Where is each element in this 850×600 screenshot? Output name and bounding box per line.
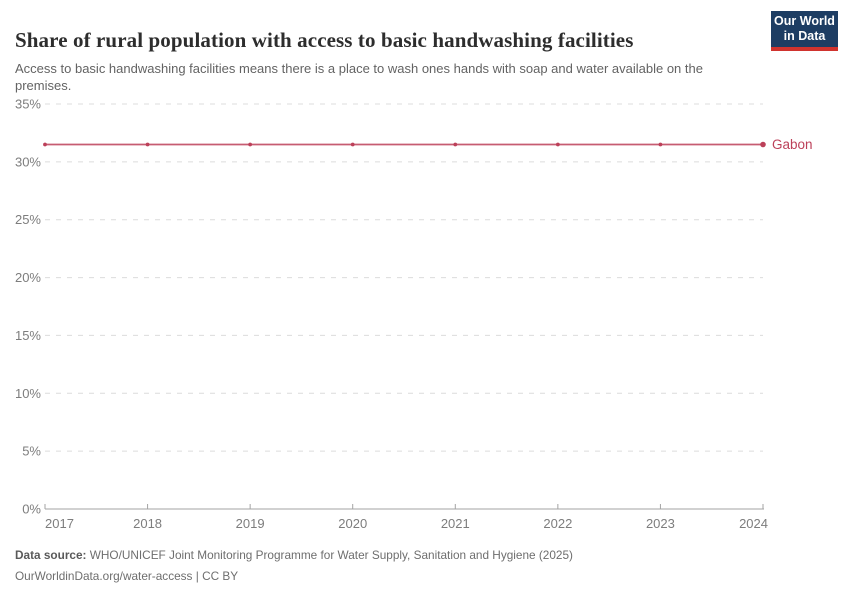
data-point-marker bbox=[43, 143, 47, 147]
y-tick-label: 10% bbox=[14, 385, 41, 401]
y-tick-label: 30% bbox=[14, 154, 41, 170]
y-tick-label: 0% bbox=[22, 501, 41, 517]
chart-title: Share of rural population with access to basic handwashing facilities bbox=[15, 28, 634, 53]
data-point-marker bbox=[146, 143, 150, 147]
data-source-label: Data source: bbox=[15, 548, 87, 562]
data-source-text: WHO/UNICEF Joint Monitoring Programme for Water Supply, Sanitation and Hygiene (2025) bbox=[86, 548, 573, 562]
owid-logo-line2: in Data bbox=[783, 29, 826, 43]
owid-logo-line1: Our World bbox=[774, 14, 835, 28]
y-tick-label: 20% bbox=[14, 270, 41, 286]
y-tick-label: 15% bbox=[14, 327, 41, 343]
x-tick-label: 2019 bbox=[235, 516, 265, 531]
series-label-gabon: Gabon bbox=[772, 137, 813, 152]
line-end-dot bbox=[760, 142, 766, 148]
y-tick-label: 25% bbox=[14, 212, 41, 228]
x-tick-label: 2017 bbox=[45, 516, 74, 531]
data-point-marker bbox=[659, 143, 663, 147]
chart-footer bbox=[15, 545, 573, 587]
data-point-marker bbox=[453, 143, 457, 147]
x-tick-label: 2024 bbox=[739, 516, 768, 531]
data-point-marker bbox=[248, 143, 252, 147]
data-point-marker bbox=[556, 143, 560, 147]
chart-subtitle: Access to basic handwashing facilities means there is a place to wash ones hands with soap and water available on the premises. bbox=[15, 61, 703, 93]
y-tick-label: 35% bbox=[14, 96, 41, 112]
x-tick-label: 2023 bbox=[645, 516, 675, 531]
data-point-marker bbox=[351, 143, 355, 147]
data-source-line bbox=[15, 545, 573, 566]
x-tick-label: 2020 bbox=[338, 516, 368, 531]
x-tick-label: 2022 bbox=[543, 516, 573, 531]
y-tick-label: 5% bbox=[22, 443, 41, 459]
x-tick-label: 2021 bbox=[440, 516, 470, 531]
x-tick-label: 2018 bbox=[133, 516, 163, 531]
citation-line: OurWorldinData.org/water-access | CC BY bbox=[15, 569, 239, 583]
